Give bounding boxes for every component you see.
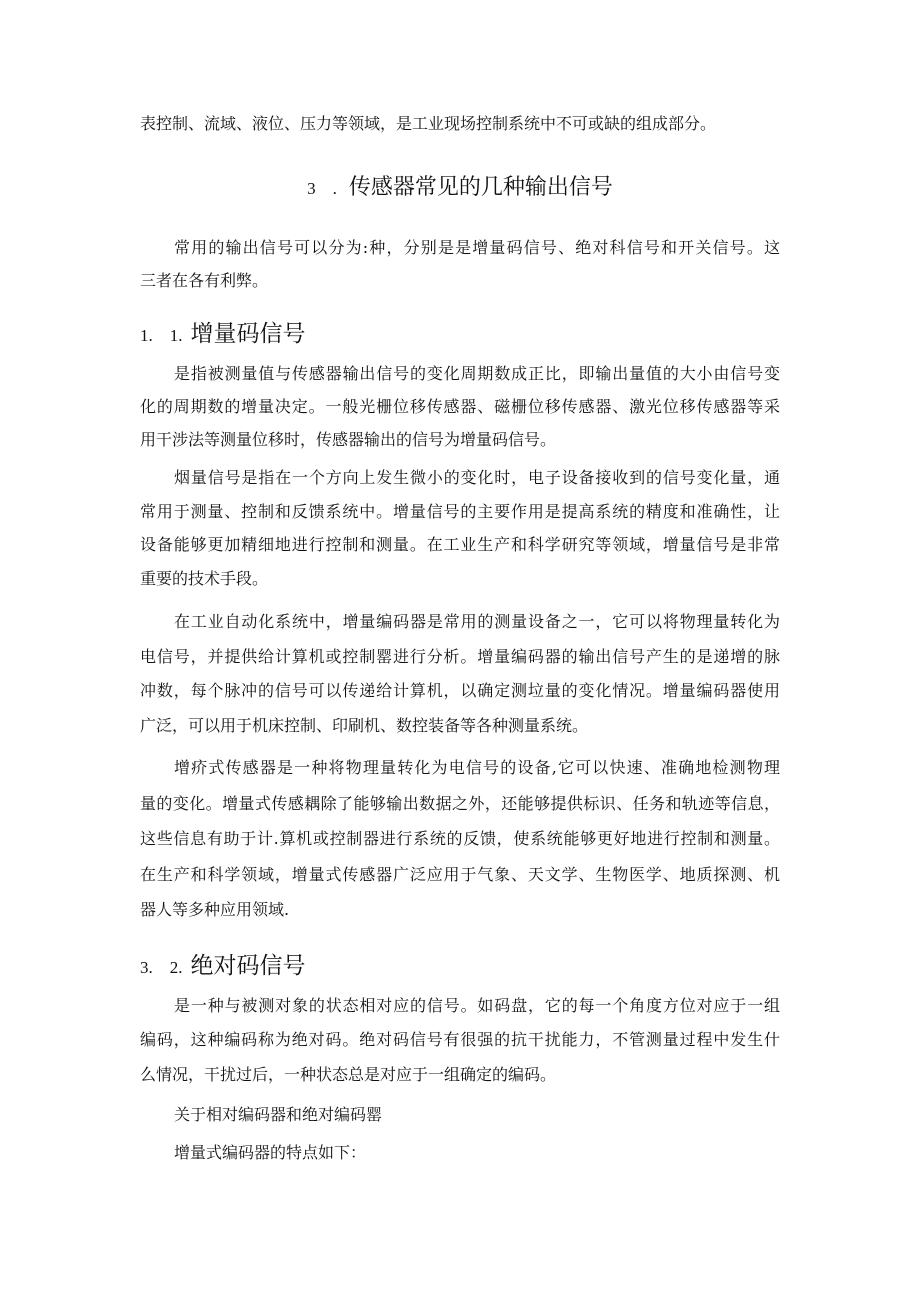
paragraph-line: 烟量信号是指在一个方向上发生微小的变化时，电子设备接收到的信号变化量，通 xyxy=(174,468,780,487)
paragraph-line: 关于相对编码器和绝对编码罂 xyxy=(174,1105,383,1124)
paragraph-line: 器人等多种应用领域. xyxy=(140,900,290,919)
subheading-number: 1. 1. xyxy=(140,326,183,345)
paragraph-line: 是一种与被测对象的状态相对应的信号。如码盘，它的每一个角度方位对应于一组 xyxy=(174,996,780,1015)
paragraph-line: 在生产和科学领域，增量式传感器广泛应用于气象、天文学、生物医学、地质探测、机 xyxy=(140,865,780,884)
paragraph-line: 这些信息有助于计.算机或控制器进行系统的反馈，使系统能够更好地进行控制和测量。 xyxy=(140,829,780,848)
paragraph-line: 广泛，可以用于机床控制、印刷机、数控装备等各种测量系统。 xyxy=(140,716,589,735)
paragraph-line: 电信号，并提供给计算机或控制罂进行分析。增量编码器的输出信号产生的是递增的脉 xyxy=(140,647,780,666)
paragraph-line: 冲数，每个脉冲的信号可以传递给计算机，以确定测垃量的变化情况。增量编码器使用 xyxy=(140,681,780,700)
paragraph-line: 增量式编码器的特点如下： xyxy=(174,1143,367,1162)
paragraph-line: 常用于测量、控制和反馈系统中。增量信号的主要作用是提高系统的精度和准确性，让 xyxy=(140,502,780,521)
subheading-incremental xyxy=(140,316,306,352)
paragraph-line: 重要的技术手段。 xyxy=(140,569,269,588)
paragraph-line: 用干涉法等测量位移时，传感器输出的信号为增量码信号。 xyxy=(140,430,557,449)
paragraph-line: 化的周期数的增量决定。一般光栅位移传感器、磁栅位移传感器、激光位移传感器等采 xyxy=(140,397,780,416)
intro-line-2: 三者在各有利弊。 xyxy=(140,271,269,290)
paragraph-line: 设备能够更加精细地进行控制和测量。在工业生产和科学研究等领域，增量信号是非常 xyxy=(140,535,780,554)
paragraph-line: 编码，这种编码称为绝对码。绝对码信号有很强的抗干扰能力，不管测量过程中发生什 xyxy=(140,1030,780,1049)
section-number: 3 . xyxy=(307,179,337,198)
paragraph-line: 是指被测量值与传感器输出信号的变化周期数成正比，即输出量值的大小由信号变 xyxy=(174,364,780,383)
subheading-number: 3. 2. xyxy=(140,958,183,977)
paragraph-line: 量的变化。增量式传感耦除了能够输出数据之外，还能够提供标识、任务和轨迹等信息， xyxy=(140,794,780,813)
subheading-title: 绝对码信号 xyxy=(190,953,306,979)
section-heading xyxy=(0,172,920,204)
continuation-line: 表控制、流域、液位、压力等领域，是工业现场控制系统中不可或缺的组成部分。 xyxy=(140,114,717,133)
paragraph-line: 增疥式传感器是一种将物理量转化为电信号的设备,它可以快速、准确地检测物理 xyxy=(174,758,780,777)
intro-line-1: 常用的输出信号可以分为:种，分别是是增量码信号、绝对科信号和开关信号。这 xyxy=(174,238,780,257)
subheading-absolute xyxy=(140,948,306,984)
subheading-title: 增量码信号 xyxy=(190,321,306,347)
paragraph-line: 在工业自动化系统中，增量编码器是常用的测量设备之一，它可以将物理量转化为 xyxy=(174,612,780,631)
paragraph-line: 么情况，干扰过后，一种状态总是对应于一组确定的编码。 xyxy=(140,1065,557,1084)
section-title: 传感器常见的几种输出信号 xyxy=(348,175,613,200)
